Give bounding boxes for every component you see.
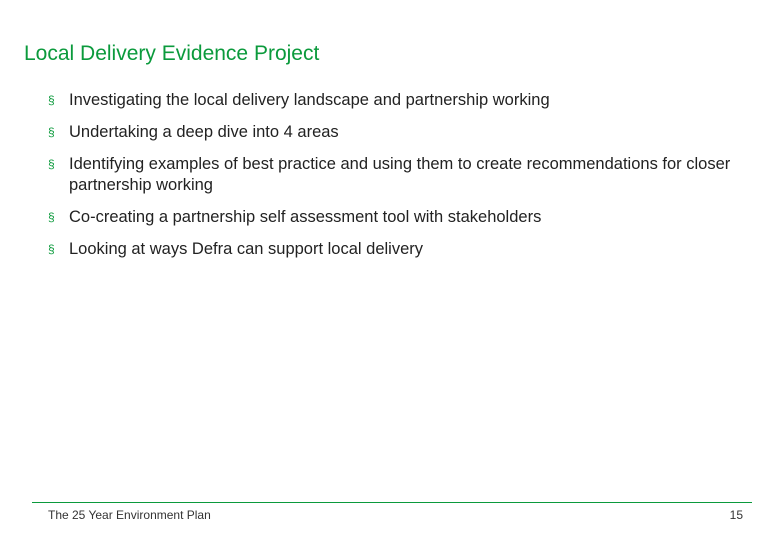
footer-divider (32, 502, 752, 503)
bullet-text: Undertaking a deep dive into 4 areas (69, 123, 339, 141)
bullet-item (48, 154, 748, 196)
bullet-marker-icon: § (48, 93, 55, 107)
bullet-text: Looking at ways Defra can support local delivery (69, 240, 424, 258)
bullet-item (48, 90, 748, 111)
bullet-text: Co-creating a partnership self assessment tool with stakeholders (69, 208, 542, 226)
bullet-marker-icon: § (48, 210, 55, 224)
bullet-marker-icon: § (48, 125, 55, 139)
page-number: 15 (729, 508, 743, 522)
slide-title: Local Delivery Evidence Project (24, 42, 320, 65)
footer-title: The 25 Year Environment Plan (48, 508, 211, 522)
bullet-marker-icon: § (48, 242, 55, 256)
bullet-item (48, 239, 748, 260)
bullet-text: Investigating the local delivery landscape and partnership working (69, 91, 550, 109)
bullet-marker-icon: § (48, 157, 55, 171)
bullet-list (48, 90, 748, 271)
bullet-item (48, 207, 748, 228)
bullet-text: Identifying examples of best practice and using them to create recommendations for closer partnership working (69, 155, 731, 194)
bullet-item (48, 122, 748, 143)
